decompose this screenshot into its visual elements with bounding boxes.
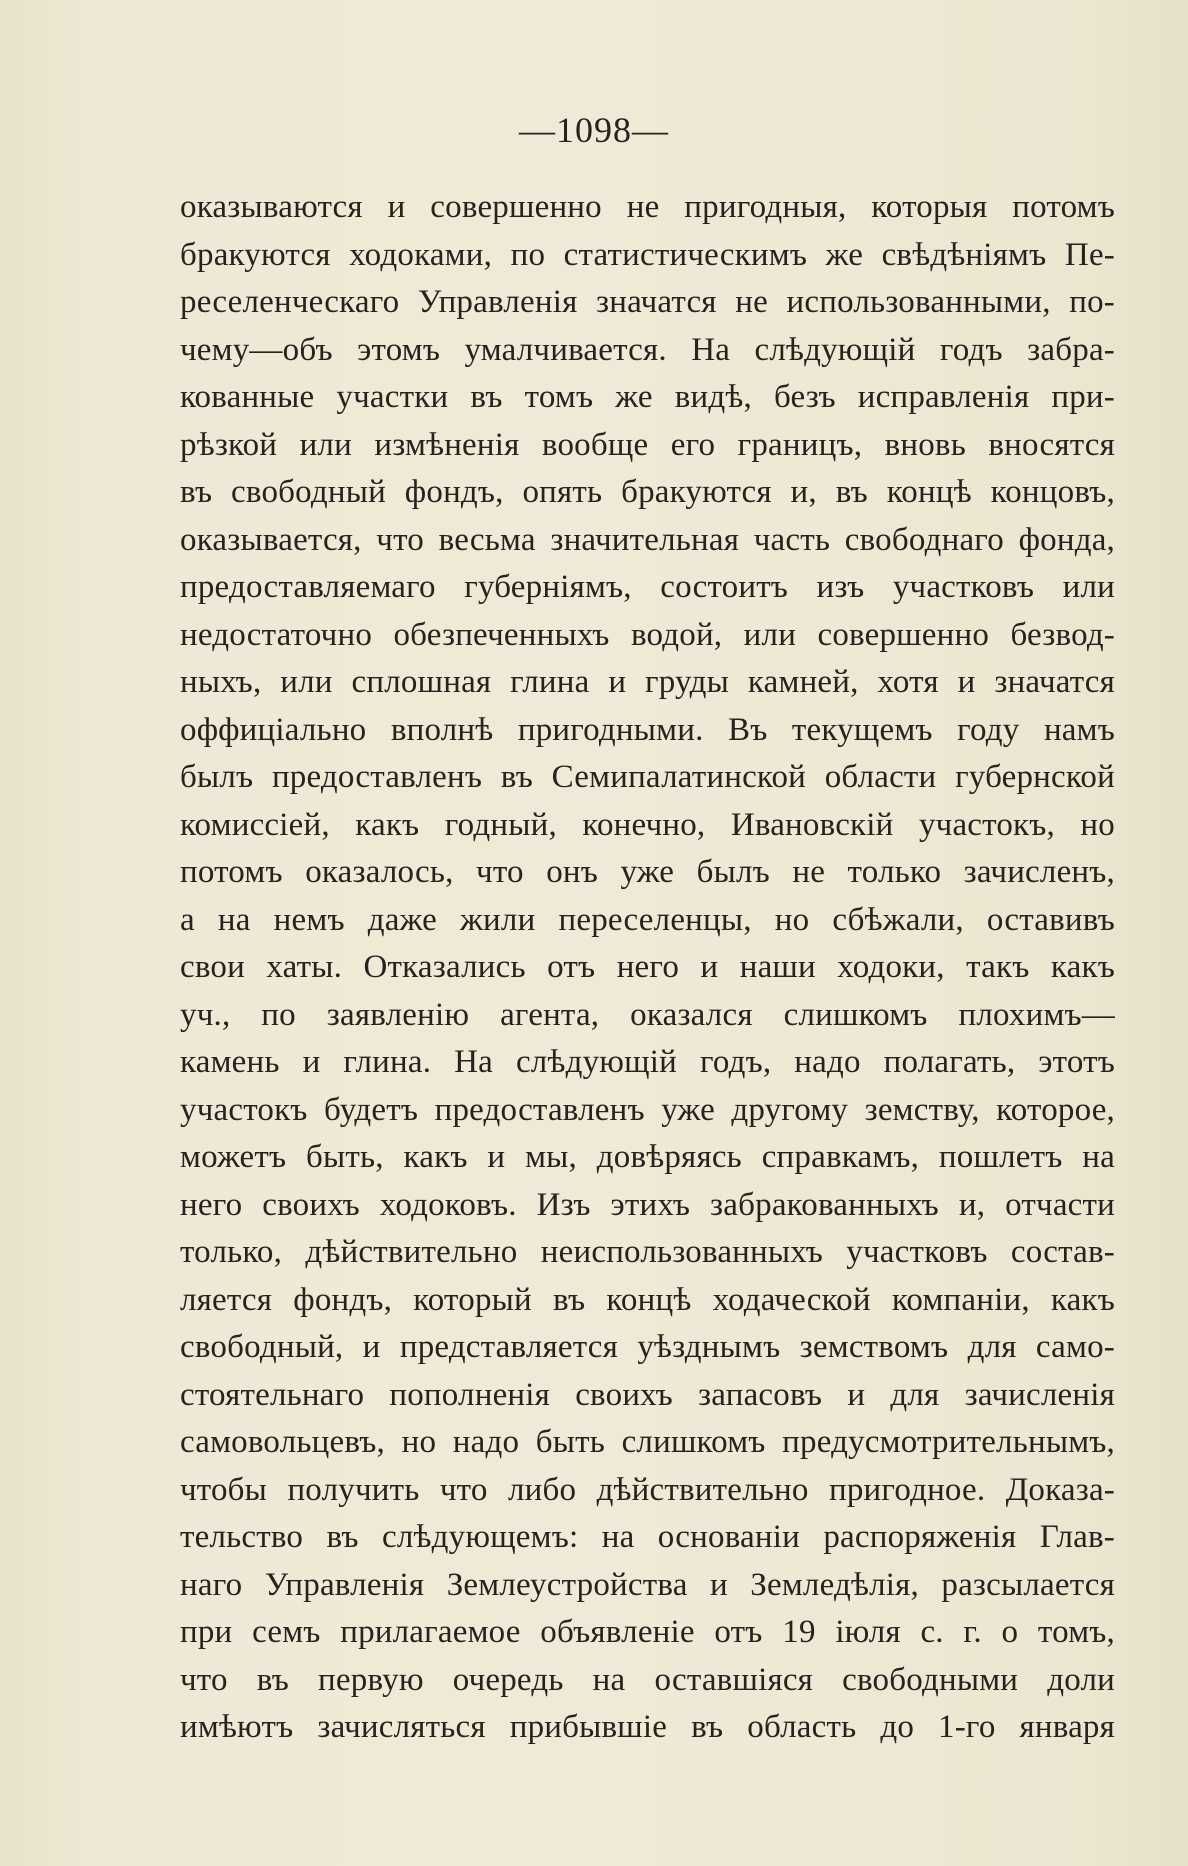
text-line: чему—объ этомъ умалчивается. На слѣдующій годъ забра- xyxy=(180,331,1115,368)
text-line: а на немъ даже жили переселенцы, но сбѣжали, оставивъ xyxy=(180,901,1115,938)
text-line: уч., по заявленію агента, оказался слишкомъ плохимъ— xyxy=(180,996,1115,1033)
text-line: былъ предоставленъ въ Семипалатинской области губернской xyxy=(180,759,1115,795)
text-line: недостаточно обезпеченныхъ водой, или совершенно безвод- xyxy=(180,616,1115,653)
text-line: свои хаты. Отказались отъ него и наши ходоки, такъ какъ xyxy=(180,949,1115,985)
text-line: только, дѣйствительно неиспользованныхъ участковъ состав- xyxy=(180,1234,1115,1270)
text-line: имѣютъ зачисляться прибывшіе въ область до 1-го января xyxy=(180,1709,1115,1745)
text-line: участокъ будетъ предоставленъ уже другому земству, которое, xyxy=(180,1091,1115,1128)
text-line: чтобы получить что либо дѣйствительно пригодное. Доказа- xyxy=(180,1471,1115,1508)
text-line: что въ первую очередь на оставшіяся свободными доли xyxy=(180,1661,1115,1698)
text-line: при семъ прилагаемое объявленіе отъ 19 іюля с. г. о томъ, xyxy=(180,1614,1115,1650)
text-line: бракуются ходоками, по статистическимъ же свѣдѣніямъ Пе- xyxy=(180,236,1115,273)
text-line: самовольцевъ, но надо быть слишкомъ предусмотрительнымъ, xyxy=(180,1424,1115,1460)
text-line: стоятельнаго пополненія своихъ запасовъ и для зачисленія xyxy=(180,1376,1115,1413)
text-line: камень и глина. На слѣдующій годъ, надо полагать, этотъ xyxy=(180,1044,1115,1080)
text-line: оказываются и совершенно не пригодныя, которыя потомъ xyxy=(180,189,1115,225)
text-line: оказывается, что весьма значительная часть свободнаго фонда, xyxy=(180,521,1115,558)
text-line: комиссіей, какъ годный, конечно, Ивановскій участокъ, но xyxy=(180,806,1115,843)
text-line: свободный, и представляется уѣзднымъ земствомъ для само- xyxy=(180,1329,1115,1365)
text-line: оффиціально вполнѣ пригодными. Въ текущемъ году намъ xyxy=(180,711,1115,748)
text-line: ныхъ, или сплошная глина и груды камней, хотя и значатся xyxy=(180,664,1115,700)
text-line: рѣзкой или измѣненія вообще его границъ, вновь вносятся xyxy=(180,426,1115,463)
text-line: реселенческаго Управленія значатся не использованными, по- xyxy=(180,284,1115,320)
text-line: кованные участки въ томъ же видѣ, безъ исправленія при- xyxy=(180,379,1115,415)
text-line: ляется фондъ, который въ концѣ ходаческой компаніи, какъ xyxy=(180,1281,1115,1318)
text-line: можетъ быть, какъ и мы, довѣряясь справкамъ, пошлетъ на xyxy=(180,1139,1115,1175)
body-text xyxy=(180,184,1115,1752)
page-number: —1098— xyxy=(519,110,669,150)
text-line: него своихъ ходоковъ. Изъ этихъ забракованныхъ и, отчасти xyxy=(180,1186,1115,1223)
text-line: въ свободный фондъ, опять бракуются и, въ концѣ концовъ, xyxy=(180,474,1115,510)
text-line: потомъ оказалось, что онъ уже былъ не только зачисленъ, xyxy=(180,854,1115,890)
text-line: тельство въ слѣдующемъ: на основаніи распоряженія Глав- xyxy=(180,1519,1115,1555)
text-line: наго Управленія Землеустройства и Земледѣлія, разсылается xyxy=(180,1566,1115,1603)
text-line: предоставляемаго губерніямъ, состоитъ изъ участковъ или xyxy=(180,569,1115,605)
